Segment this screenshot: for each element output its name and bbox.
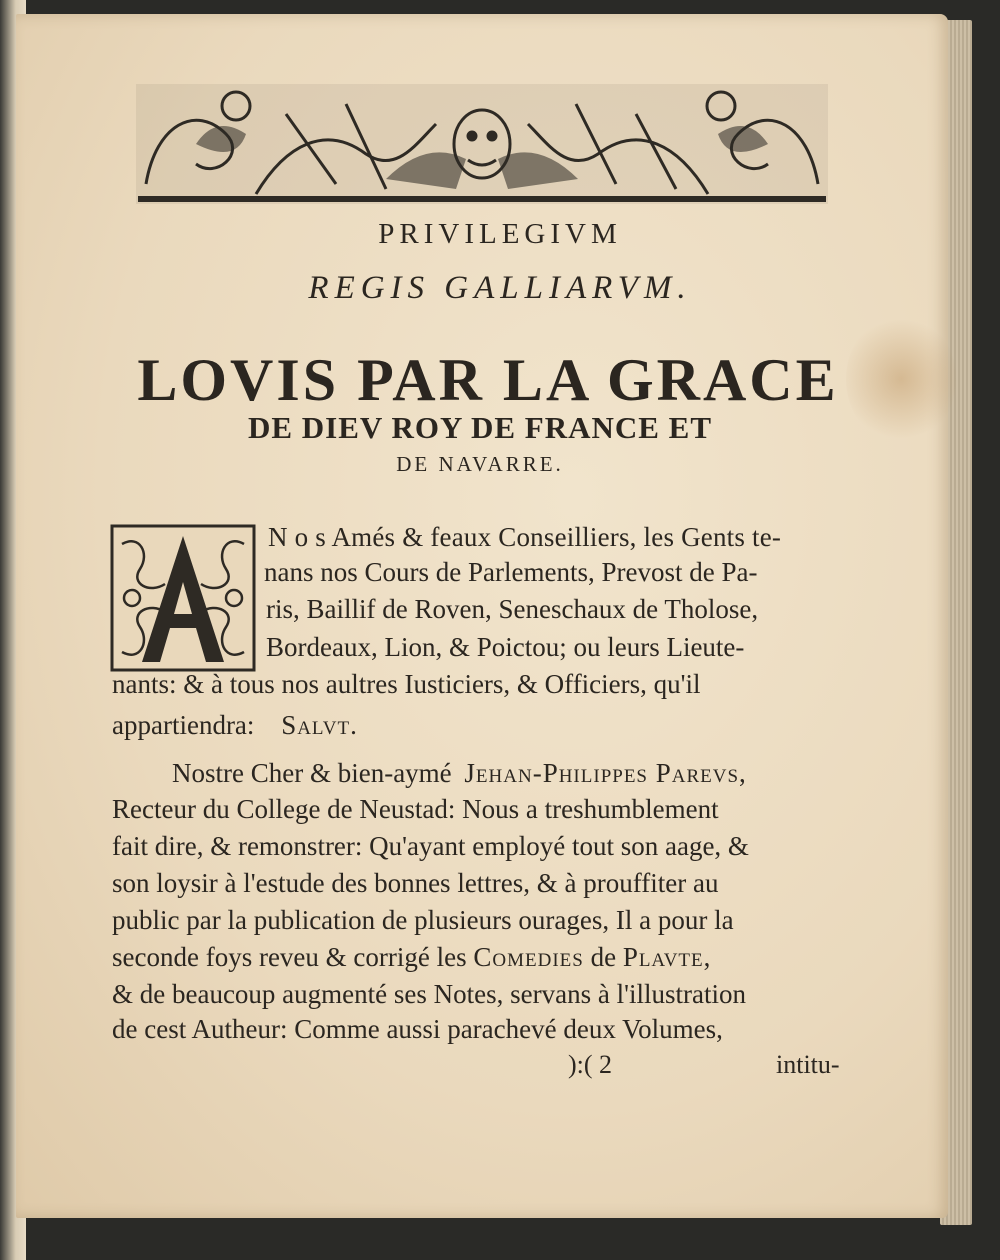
heading-line-1: LOVIS PAR LA GRACE bbox=[137, 347, 839, 413]
heading-line-2: DE DIEV ROY DE FRANCE ET bbox=[247, 410, 713, 445]
woodcut-headpiece-ornament bbox=[136, 84, 828, 204]
salut-text: Salvt. bbox=[281, 710, 358, 740]
para1-line-3: ris, Baillif de Roven, Seneschaux de Tholose, bbox=[266, 594, 759, 624]
signature-mark: ):( 2 bbox=[568, 1050, 613, 1079]
para2-line-4: son loysir à l'estude des bonnes lettres, & à prouffiter au bbox=[112, 868, 719, 898]
privilege-subtitle: REGIS GALLIARVM. bbox=[308, 270, 692, 306]
comedies-text: Comedies bbox=[473, 942, 584, 972]
author-name: Jehan-Philippes Parevs, bbox=[464, 758, 747, 788]
para2-line-7: & de beaucoup augmenté ses Notes, servans à l'illustration bbox=[112, 979, 746, 1009]
para2-line-1-text: Nostre Cher & bien-aymé bbox=[172, 758, 452, 788]
para1-line-5: nants: & à tous nos aultres Iusticiers, & Officiers, qu'il bbox=[112, 669, 701, 699]
para2-line-6-text: seconde foys reveu & corrigé les bbox=[112, 942, 467, 972]
plaute-text: Plavte, bbox=[622, 942, 712, 972]
appartiendra-text: appartiendra: bbox=[112, 710, 255, 740]
decorated-initial-a bbox=[110, 524, 256, 672]
para1-line-1: N o s Amés & feaux Conseilliers, les Gents te- bbox=[268, 522, 782, 552]
para2-line-2: Recteur du College de Neustad: Nous a treshumblement bbox=[112, 794, 719, 824]
para2-line-1 bbox=[172, 758, 747, 789]
para2-line-3: fait dire, & remonstrer: Qu'ayant employé tout son aage, & bbox=[112, 831, 749, 861]
para1-line-2: nans nos Cours de Parlements, Prevost de Pa- bbox=[264, 557, 758, 587]
para1-line-6 bbox=[112, 710, 358, 741]
para2-line-6 bbox=[112, 942, 711, 973]
para2-line-8: de cest Autheur: Comme aussi parachevé deux Volumes, bbox=[112, 1014, 723, 1044]
para2-line-5: public par la publication de plusieurs ourages, Il a pour la bbox=[112, 905, 734, 935]
para1-line-4: Bordeaux, Lion, & Poictou; ou leurs Lieute- bbox=[266, 632, 745, 662]
catchword: intitu- bbox=[776, 1050, 840, 1079]
privilege-title: PRIVILEGIVM bbox=[378, 218, 622, 250]
heading-line-3: DE NAVARRE. bbox=[396, 452, 564, 476]
de-text: de bbox=[590, 942, 617, 972]
